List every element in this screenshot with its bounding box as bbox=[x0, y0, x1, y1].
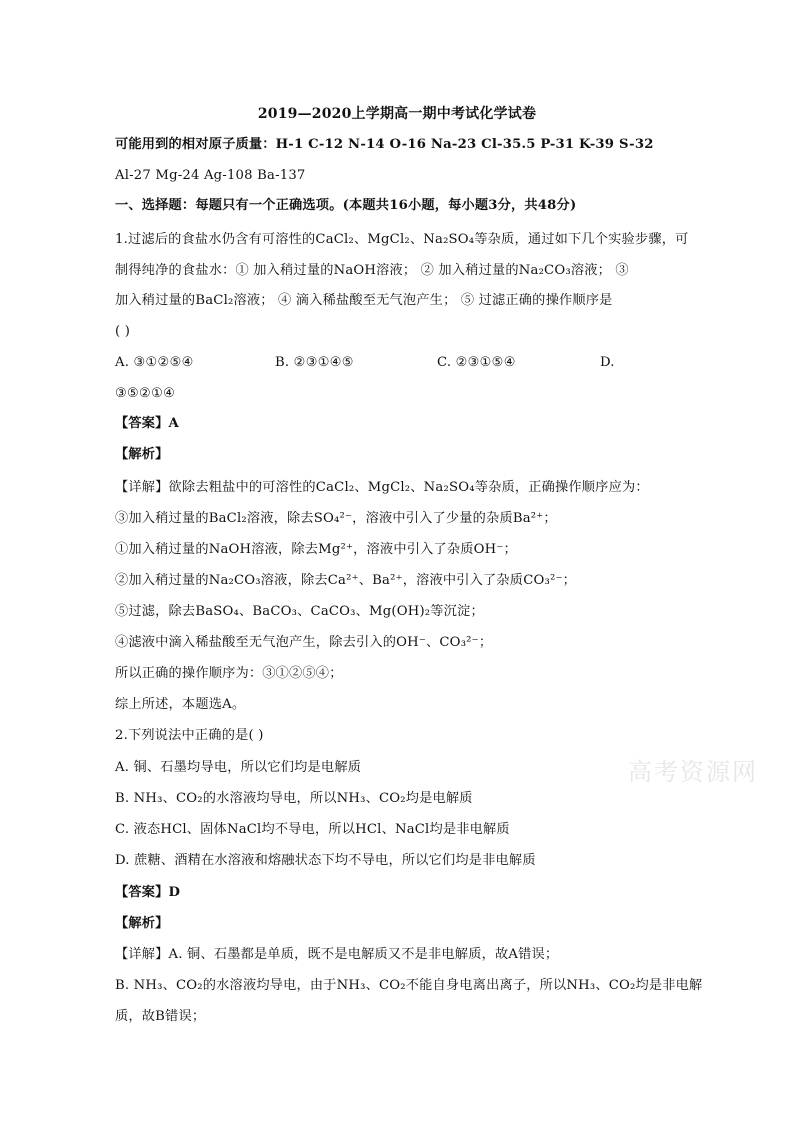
watermark: 高考资源网 bbox=[628, 758, 758, 786]
q1-detail-line: ③加入稍过量的BaCl₂溶液，除去SO₄²⁻，溶液中引入了少量的杂质Ba²⁺； bbox=[115, 511, 557, 526]
q1-detail-line: 所以正确的操作顺序为：③①②⑤④； bbox=[115, 666, 343, 681]
q2-option-b: B. NH₃、CO₂的水溶液均导电，所以NH₃、CO₂均是电解质 bbox=[115, 791, 473, 806]
q1-option-d: D. bbox=[600, 355, 615, 370]
q1-analysis-header: 【解析】 bbox=[115, 447, 169, 462]
q1-stem-line-2: 制得纯净的食盐水：① 加入稍过量的NaOH溶液； ② 加入稍过量的Na₂CO₃溶液； ③ bbox=[115, 263, 629, 278]
q1-detail-line: ②加入稍过量的Na₂CO₃溶液，除去Ca²⁺、Ba²⁺，溶液中引入了杂质CO₃²⁻； bbox=[115, 573, 577, 588]
atomic-masses-line-2: Al-27 Mg-24 Ag-108 Ba-137 bbox=[115, 168, 306, 183]
q2-stem: 2.下列说法中正确的是( ) bbox=[115, 728, 264, 743]
q1-stem-line-4: ( ) bbox=[115, 324, 131, 339]
q2-detail-line: 质，故B错误； bbox=[115, 1009, 206, 1024]
q1-option-a: A. ③①②⑤④ bbox=[115, 355, 194, 370]
q2-option-a: A. 铜、石墨均导电，所以它们均是电解质 bbox=[115, 760, 362, 775]
q1-answer: 【答案】A bbox=[115, 416, 179, 431]
q1-detail-line: 综上所述，本题选A。 bbox=[115, 697, 246, 712]
q2-detail-line: 【详解】A. 铜、石墨都是单质，既不是电解质又不是非电解质，故A错误； bbox=[115, 947, 559, 962]
exam-title: 2019—2020上学期高一期中考试化学试卷 bbox=[257, 106, 537, 122]
q2-option-c: C. 液态HCl、固体NaCl均不导电，所以HCl、NaCl均是非电解质 bbox=[115, 822, 510, 837]
q1-option-d-continued: ③⑤②①④ bbox=[115, 386, 176, 401]
q1-options bbox=[115, 353, 715, 373]
q2-answer: 【答案】D bbox=[115, 885, 181, 900]
q2-detail-line: B. NH₃、CO₂的水溶液均导电，由于NH₃、CO₂不能自身电离出离子，所以NH₃、CO₂均是非电解 bbox=[115, 978, 703, 993]
q2-option-d: D. 蔗糖、酒精在水溶液和熔融状态下均不导电，所以它们均是非电解质 bbox=[115, 853, 536, 868]
q1-detail-line: 【详解】欲除去粗盐中的可溶性的CaCl₂、MgCl₂、Na₂SO₄等杂质，正确操作顺序应为： bbox=[115, 480, 649, 495]
q1-option-c: C. ②③①⑤④ bbox=[437, 355, 516, 370]
q1-detail-line: ④滤液中滴入稀盐酸至无气泡产生，除去引入的OH⁻、CO₃²⁻； bbox=[115, 635, 493, 650]
q2-analysis-header: 【解析】 bbox=[115, 916, 169, 931]
q1-stem-line-1: 1.过滤后的食盐水仍含有可溶性的CaCl₂、MgCl₂、Na₂SO₄等杂质，通过如下几个实验步骤，可 bbox=[115, 232, 689, 247]
q1-detail-line: ⑤过滤，除去BaSO₄、BaCO₃、CaCO₃、Mg(OH)₂等沉淀； bbox=[115, 604, 484, 619]
q1-option-b: B. ②③①④⑤ bbox=[275, 355, 354, 370]
q1-detail-line: ①加入稍过量的NaOH溶液，除去Mg²⁺，溶液中引入了杂质OH⁻； bbox=[115, 542, 517, 557]
q1-stem-line-3: 加入稍过量的BaCl₂溶液； ④ 滴入稀盐酸至无气泡产生； ⑤ 过滤正确的操作顺序是 bbox=[115, 293, 613, 308]
atomic-masses-line-1: 可能用到的相对原子质量：H-1 C-12 N-14 O-16 Na-23 Cl-35.5 P-31 K-39 S-32 bbox=[115, 137, 654, 152]
section-header: 一、选择题：每题只有一个正确选项。(本题共16小题，每小题3分，共48分) bbox=[115, 198, 577, 213]
